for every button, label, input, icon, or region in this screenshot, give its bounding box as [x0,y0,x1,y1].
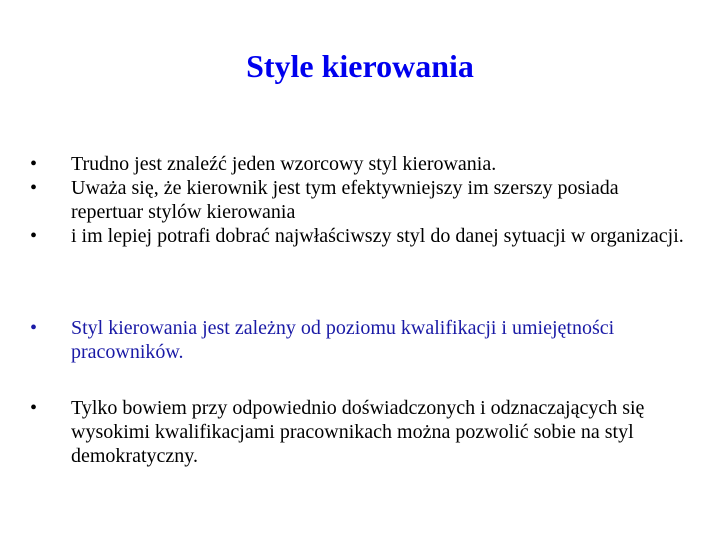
bullet-item [30,152,690,176]
bullet-item [30,316,690,364]
bullet-text: i im lepiej potrafi dobrać najwłaściwszy styl do danej sytuacji w organizacji. [71,225,684,247]
bullet-icon: • [30,397,38,419]
bullet-list-1 [30,152,690,248]
bullet-list-2 [30,316,690,364]
bullet-text: Trudno jest znaleźć jeden wzorcowy styl kierowania. [71,153,497,175]
bullet-item [30,224,690,248]
bullet-text: Uważa się, że kierownik jest tym efektywniejszy im szerszy posiada repertuar stylów kierowania [71,177,619,223]
bullet-list-3 [30,396,690,468]
bullet-item [30,176,690,224]
bullet-item [30,396,690,468]
bullet-icon: • [30,225,38,247]
slide-title: Style kierowania [246,48,474,84]
bullet-text: Styl kierowania jest zależny od poziomu kwalifikacji i umiejętności pracowników. [71,317,615,363]
bullet-text: Tylko bowiem przy odpowiednio doświadczonych i odznaczających się wysokimi kwalifikacjami pracownikach można pozwolić sobie na styl demokratyczny. [71,397,645,467]
bullet-icon: • [30,317,38,339]
bullet-icon: • [30,177,38,199]
bullet-icon: • [30,153,38,175]
